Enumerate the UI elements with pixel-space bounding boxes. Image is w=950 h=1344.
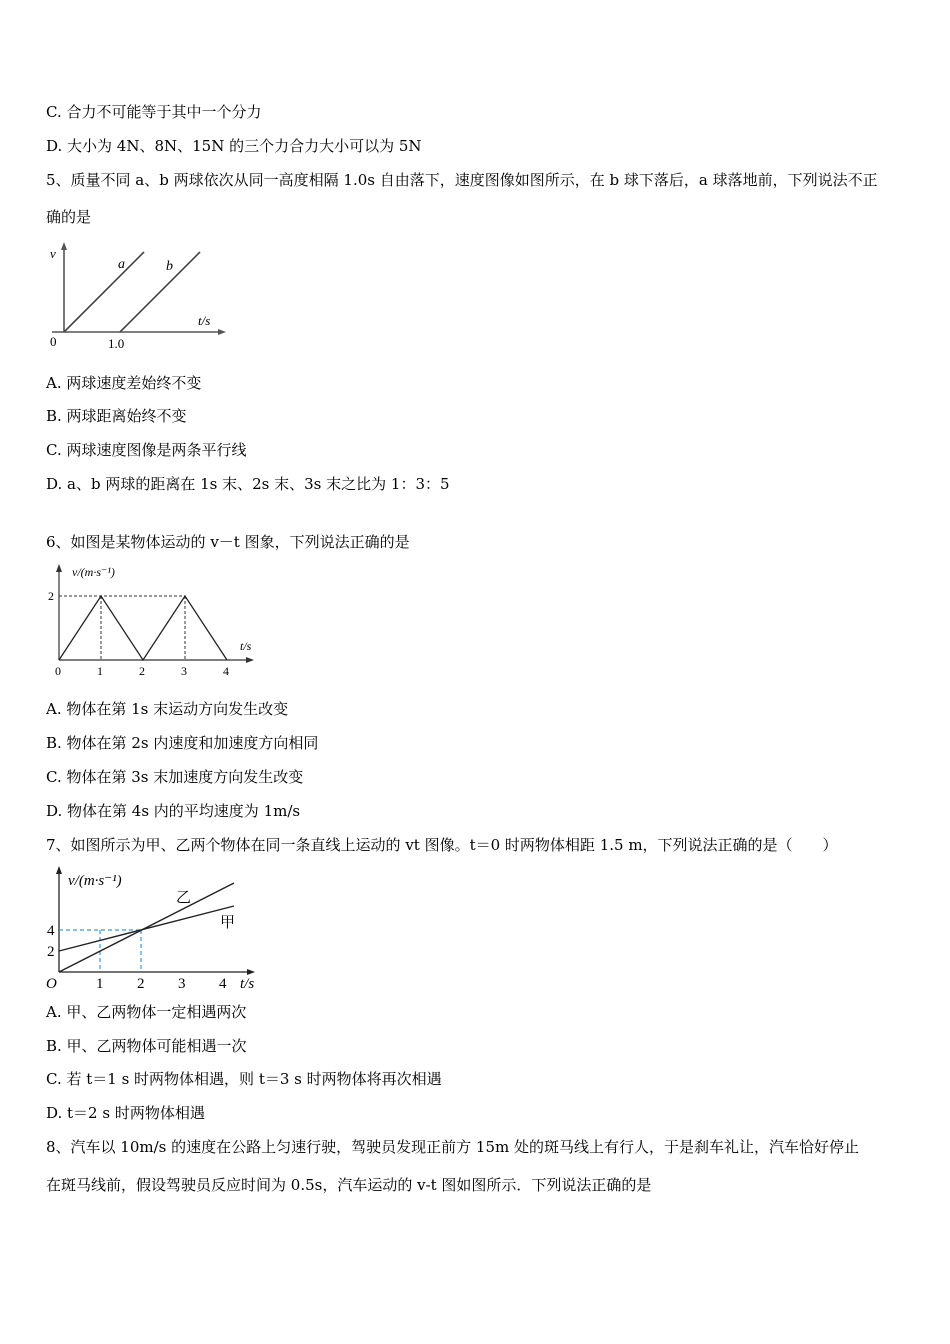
q6-xtick-2: 2: [139, 664, 145, 678]
q7-figure: [44, 864, 264, 994]
q6-option-c: C. 物体在第 3s 末加速度方向发生改变: [46, 768, 304, 786]
q6-ylabel: v/(m·s⁻¹): [72, 565, 115, 579]
q7-xtick-3: 3: [178, 976, 186, 992]
q7-xtick-4: 4: [219, 976, 227, 992]
q5-option-d: D. a、b 两球的距离在 1s 末、2s 末、3s 末之比为 1：3：5: [46, 475, 450, 493]
q7-stem: 7、如图所示为甲、乙两个物体在同一条直线上运动的 vt 图像。t＝0 时两物体相距 1.5 m，下列说法正确的是（ ）: [46, 836, 838, 854]
q6-option-d: D. 物体在第 4s 内的平均速度为 1m/s: [46, 802, 301, 820]
q6-vt-line: [59, 596, 227, 660]
q4-option-d: D. 大小为 4N、8N、15N 的三个力合力大小可以为 5N: [46, 137, 422, 155]
q6-xtick-0: 0: [55, 664, 61, 678]
q8-stem-line2: 在斑马线前，假设驾驶员反应时间为 0.5s，汽车运动的 v-t 图如图所示．下列说法正确的是: [46, 1176, 652, 1194]
q5-ylabel: v: [50, 246, 56, 261]
q5-tick-1: 1.0: [108, 336, 125, 351]
q5-origin: 0: [50, 334, 57, 349]
q7-label-yi: 乙: [176, 890, 192, 906]
q5-xlabel: t/s: [198, 313, 211, 328]
q6-xtick-3: 3: [181, 664, 187, 678]
q5-label-b: b: [166, 259, 173, 274]
q7-option-a: A. 甲、乙两物体一定相遇两次: [46, 1003, 247, 1021]
q5-option-c: C. 两球速度图像是两条平行线: [46, 441, 247, 459]
q5-option-a: A. 两球速度差始终不变: [46, 374, 202, 392]
q6-ytick-2: 2: [48, 589, 54, 603]
q5-stem-line2: 确的是: [46, 208, 92, 226]
q7-option-c: C. 若 t＝1 s 时两物体相遇，则 t＝3 s 时两物体将再次相遇: [46, 1070, 442, 1088]
q7-line-yi: [59, 883, 234, 972]
q5-stem-line1: 5、质量不同 a、b 两球依次从同一高度相隔 1.0s 自由落下，速度图像如图所示，在 b 球下落后，a 球落地前，下列说法不正: [46, 171, 878, 189]
q7-label-jia: 甲: [220, 915, 236, 931]
q7-line-jia: [59, 906, 234, 951]
q7-xlabel: t/s: [240, 976, 255, 992]
q6-xtick-4: 4: [223, 664, 229, 678]
q5-option-b: B. 两球距离始终不变: [46, 407, 187, 425]
q7-ylabel: v/(m·s⁻¹): [68, 873, 122, 889]
q6-option-b: B. 物体在第 2s 内速度和加速度方向相同: [46, 734, 319, 752]
q5-label-a: a: [118, 257, 125, 272]
q6-option-a: A. 物体在第 1s 末运动方向发生改变: [46, 700, 289, 718]
q7-ytick-4: 4: [47, 923, 55, 939]
q6-xlabel: t/s: [240, 639, 252, 653]
q7-option-b: B. 甲、乙两物体可能相遇一次: [46, 1037, 247, 1055]
q7-origin: O: [46, 976, 57, 992]
q6-stem: 6、如图是某物体运动的 v－t 图象，下列说法正确的是: [46, 533, 410, 551]
q5-figure: [44, 240, 234, 352]
q8-stem-line1: 8、汽车以 10m/s 的速度在公路上匀速行驶，驾驶员发现正前方 15m 处的斑马线上有行人，于是刹车礼让，汽车恰好停止: [46, 1138, 859, 1156]
q7-xtick-1: 1: [96, 976, 104, 992]
q6-figure: [44, 562, 264, 680]
q7-xtick-2: 2: [137, 976, 145, 992]
q7-option-d: D. t＝2 s 时两物体相遇: [46, 1104, 205, 1122]
q7-ytick-2: 2: [47, 944, 55, 960]
q6-xtick-1: 1: [97, 664, 103, 678]
q4-option-c: C. 合力不可能等于其中一个分力: [46, 103, 262, 121]
